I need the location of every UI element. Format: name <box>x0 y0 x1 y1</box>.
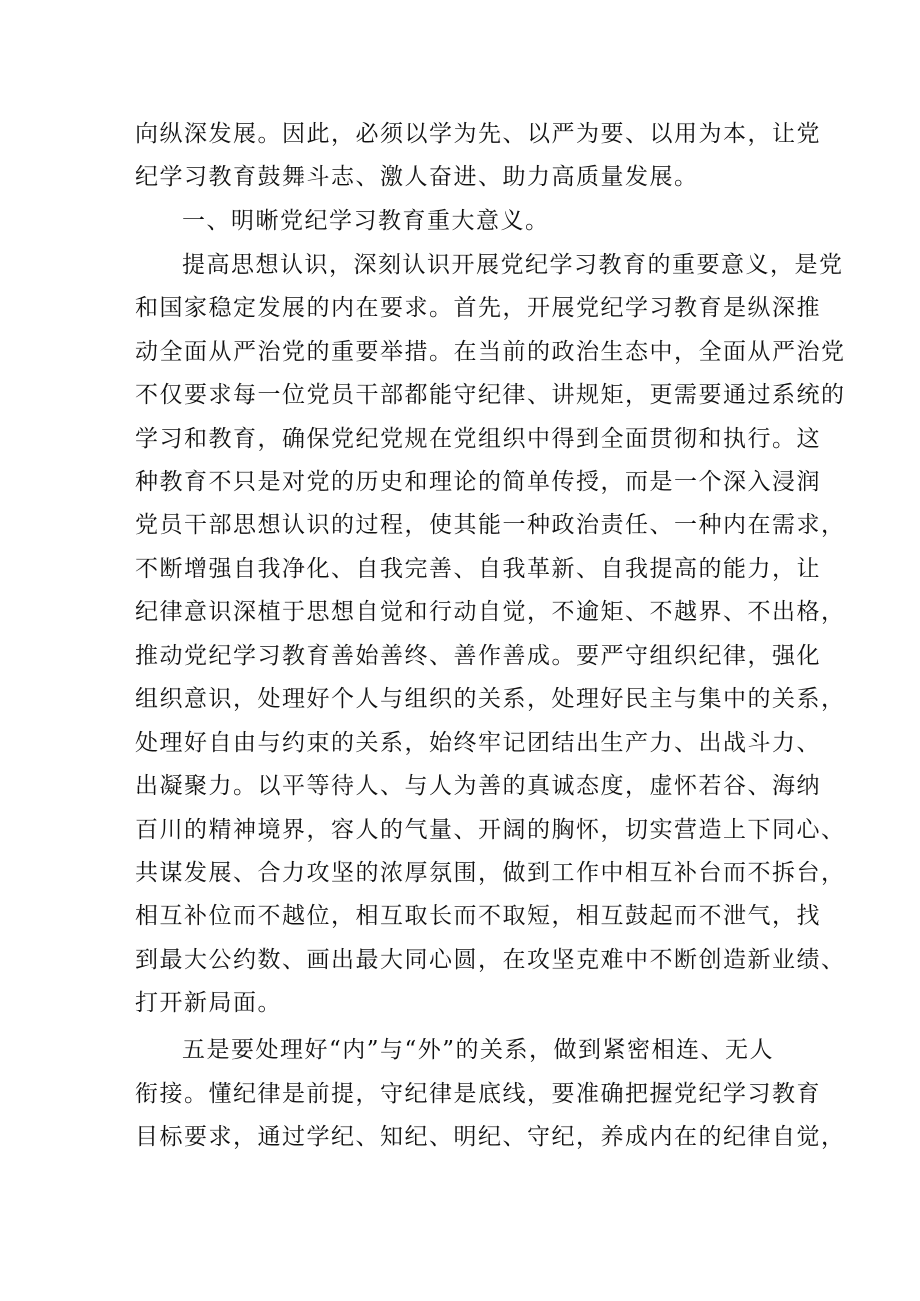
text-line: 提高思想认识，深刻认识开展党纪学习教育的重要意义，是党 <box>182 252 844 278</box>
section-heading: 一、明晰党纪学习教育重大意义。 <box>182 208 550 234</box>
text-line: 五是要处理好“内”与“外”的关系，做到紧密相连、无人 <box>182 1037 775 1063</box>
text-line: 党员干部思想认识的过程，使其能一种政治责任、一种内在需求， <box>135 512 846 538</box>
text-line: 共谋发展、合力攻坚的浓厚氛围，做到工作中相互补台而不拆台， <box>135 860 846 886</box>
text-line: 种教育不只是对党的历史和理论的简单传授，而是一个深入浸润 <box>135 469 821 495</box>
text-line: 不断增强自我净化、自我完善、自我革新、自我提高的能力，让 <box>135 556 821 582</box>
text-line: 推动党纪学习教育善始善终、善作善成。要严守组织纪律，强化 <box>135 643 821 669</box>
text-line: 相互补位而不越位，相互取长而不取短，相互鼓起而不泄气，找 <box>135 903 821 929</box>
text-line: 到最大公约数、画出最大同心圆，在攻坚克难中不断创造新业绩、 <box>135 947 846 973</box>
text-line: 学习和教育，确保党纪党规在党组织中得到全面贯彻和执行。这 <box>135 426 821 452</box>
text-line: 纪律意识深植于思想自觉和行动自觉，不逾矩、不越界、不出格， <box>135 599 846 625</box>
text-line: 百川的精神境界，容人的气量、开阔的胸怀，切实营造上下同心、 <box>135 817 846 843</box>
text-line: 打开新局面。 <box>135 990 282 1016</box>
text-line: 衔接。懂纪律是前提，守纪律是底线，要准确把握党纪学习教育 <box>135 1081 821 1107</box>
text-line: 目标要求，通过学纪、知纪、明纪、守纪，养成内在的纪律自觉， <box>135 1124 846 1150</box>
text-line: 处理好自由与约束的关系，始终牢记团结出生产力、出战斗力、 <box>135 730 821 756</box>
text-line: 向纵深发展。因此，必须以学为先、以严为要、以用为本，让党 <box>135 121 821 147</box>
text-line: 纪学习教育鼓舞斗志、激人奋进、助力高质量发展。 <box>135 164 699 190</box>
text-line: 动全面从严治党的重要举措。在当前的政治生态中，全面从严治党 <box>135 339 846 365</box>
text-line: 不仅要求每一位党员干部都能守纪律、讲规矩，更需要通过系统的 <box>135 382 846 408</box>
text-line: 和国家稳定发展的内在要求。首先，开展党纪学习教育是纵深推 <box>135 295 821 321</box>
text-line: 组织意识，处理好个人与组织的关系，处理好民主与集中的关系， <box>135 686 846 712</box>
text-line: 出凝聚力。以平等待人、与人为善的真诚态度，虚怀若谷、海纳 <box>135 773 821 799</box>
